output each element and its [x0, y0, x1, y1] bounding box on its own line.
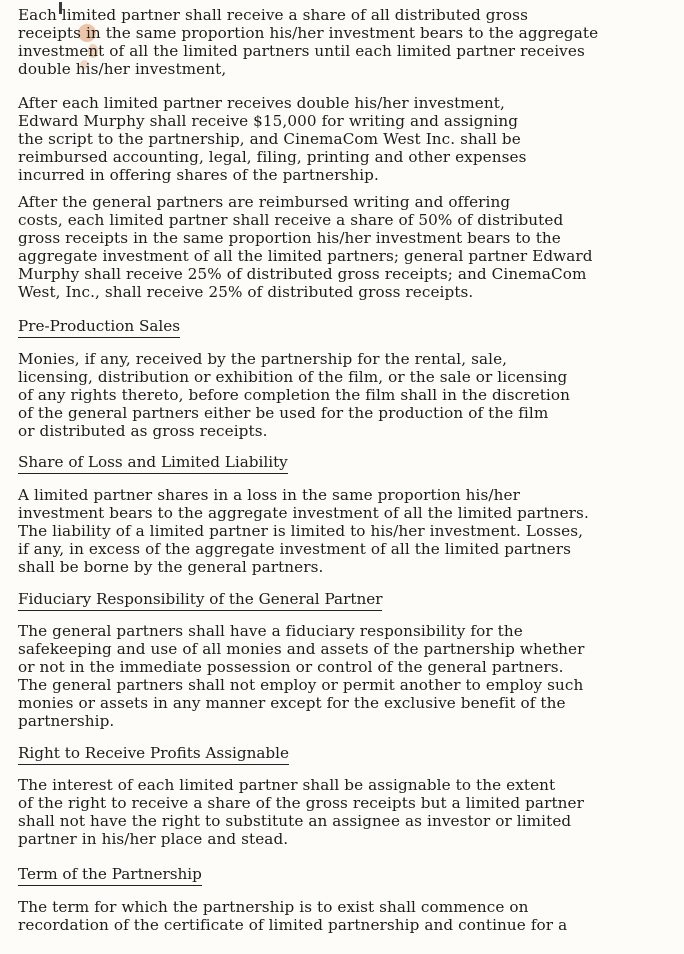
heading-term-of-partnership: Term of the Partnership: [18, 865, 202, 886]
paragraph-fiduciary-responsibility: The general partners shall have a fiduciary responsibility for the safekeeping and use of all monies and assets of the partnership whether or not in the immediate possession or control of the general partners. The general partners shall not employ or permit another to employ such monies or assets in any manner except for the exclusive benefit of the partnership.: [18, 622, 585, 730]
paragraph-pre-production-sales: Monies, if any, received by the partnership for the rental, sale, licensing, distribution or exhibition of the film, or the sale or licensing of any rights thereto, before completion the film shall in the discretion of the general partners either be used for the production of the film or distributed as gross receipts.: [18, 350, 571, 440]
paragraph-after-reimbursement: After the general partners are reimbursed writing and offering costs, each limited partner shall receive a share of 50% of distributed gross receipts in the same proportion his/her investment bears to the aggregate investment of all the limited partners; general partner Edward Murphy shall receive 25% of distributed gross receipts; and CinemaCom West, Inc., shall receive 25% of distributed gross receipts.: [18, 193, 593, 301]
paragraph-profits-assignable: The interest of each limited partner shall be assignable to the extent of the right to receive a share of the gross receipts but a limited partner shall not have the right to substitute an assignee as investor or limited partner in his/her place and stead.: [18, 776, 584, 848]
paragraph-term-of-partnership: The term for which the partnership is to exist shall commence on recordation of the certificate of limited partnership and continue for a: [18, 898, 568, 934]
heading-pre-production-sales: Pre-Production Sales: [18, 317, 180, 338]
paragraph-share-of-loss: A limited partner shares in a loss in the same proportion his/her investment bears to the aggregate investment of all the limited partners. The liability of a limited partner is limited to his/her investment. Losses, if any, in excess of the aggregate investment of all the limited partners shall be borne by the general partners.: [18, 486, 589, 576]
heading-share-of-loss: Share of Loss and Limited Liability: [18, 453, 288, 474]
heading-profits-assignable: Right to Receive Profits Assignable: [18, 744, 289, 765]
paragraph-after-double-investment: After each limited partner receives double his/her investment, Edward Murphy shall receive $15,000 for writing and assigning the script to the partnership, and CinemaCom West Inc. shall be reimbursed accounting, legal, filing, printing and other expenses incurred in offering shares of the partnership.: [18, 94, 527, 184]
heading-fiduciary-responsibility: Fiduciary Responsibility of the General Partner: [18, 590, 382, 611]
paragraph-distribution-initial: Each limited partner shall receive a share of all distributed gross receipts in the same proportion his/her investment bears to the aggregate investment of all the limited partners until each limited partner receives double his/her investment,: [18, 6, 599, 78]
